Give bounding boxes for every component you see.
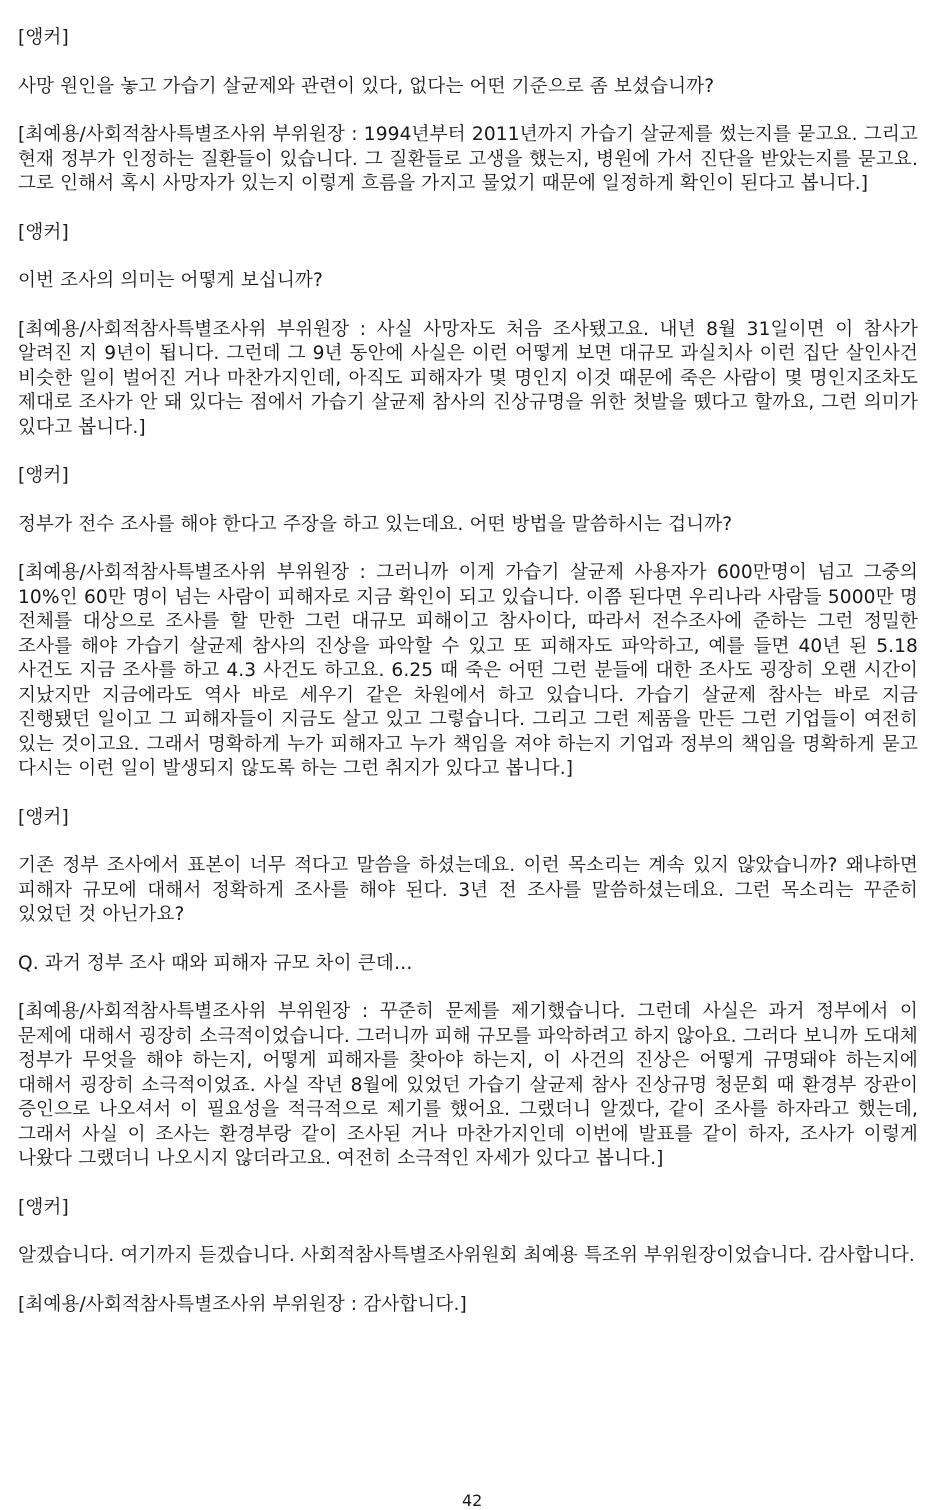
transcript-paragraph: 사망 원인을 놓고 가습기 살균제와 관련이 있다, 없다는 어떤 기준으로 좀 보셨습니까? [18,75,715,97]
transcript-paragraph: 정부가 전수 조사를 해야 한다고 주장을 하고 있는데요. 어떤 방법을 말씀하시는 겁니까? [18,513,733,535]
page-number: 42 [462,1491,483,1510]
transcript-paragraph: 기존 정부 조사에서 표본이 너무 적다고 말씀을 하셨는데요. 이런 목소리는 계속 있지 않았습니까? 왜냐하면 피해자 규모에 대해서 정확하게 조사를 해야 된다. 3년 전 조사를 말씀하셨는데요. 그런 목소리는 꾸준히 있었던 것 아닌가요? [18,855,918,925]
transcript-paragraph: 알겠습니다. 여기까지 듣겠습니다. 사회적참사특별조사위원회 최예용 특조위 부위원장이었습니다. 감사합니다. [18,1245,915,1266]
speaker-label: [앵커] [18,465,69,486]
transcript-paragraph: Q. 과거 정부 조사 때와 피해자 규모 차이 큰데… [18,952,413,974]
transcript-body [18,26,918,1317]
transcript-paragraph: 이번 조사의 의미는 어떻게 보십니까? [18,270,323,291]
speaker-label: [앵커] [18,1196,69,1218]
transcript-page [18,26,918,1341]
speaker-label: [앵커] [18,806,69,828]
transcript-paragraph: [최예용/사회적참사특별조사위 부위원장 : 꾸준히 문제를 제기했습니다. 그런데 사실은 과거 정부에서 이 문제에 대해서 굉장히 소극적이었습니다. 그러니까 피해 규모를 파악하려고 하지 않아요. 그러다 보니까 도대체 정부가 무엇을 해야 하는지, 어떻게 피해자를 찾아야 하는지, 이 사건의 진상은 어떻게 규명돼야 하는지에 대해서 굉장히 소극적이었죠. 사실 작년 8월에 있었던 가습기 살균제 참사 진상규명 청문회 때 환경부 장관이 증인으로 나오셔서 이 필요성을 적극적으로 제기를 했어요. 그랬더니 알겠다, 같이 조사를 하자라고 했는데, 그래서 사실 이 조사는 환경부랑 같이 조사된 거나 마찬가지인데 이번에 발표를 같이 하자, 조사가 이렇게 나왔다 그랬더니 나오시지 않더라고요. 여전히 소극적인 자세가 있다고 봅니다.] [18,1001,918,1169]
transcript-paragraph: [최예용/사회적참사특별조사위 부위원장 : 사실 사망자도 처음 조사됐고요. 내년 8월 31일이면 이 참사가 알려진 지 9년이 됩니다. 그런데 그 9년 동안에 사실은 이런 어떻게 보면 대규모 과실치사 이런 집단 살인사건 비슷한 일이 벌어진 거나 마찬가지인데, 아직도 피해자가 몇 명인지 이것 때문에 죽은 사람이 몇 명인지조차도 제대로 조사가 안 돼 있다는 점에서 가습기 살균제 참사의 진상규명을 위한 첫발을 뗐다고 할까요, 그런 의미가 있다고 봅니다.] [18,318,918,438]
transcript-paragraph: [최예용/사회적참사특별조사위 부위원장 : 1994년부터 2011년까지 가습기 살균제를 썼는지를 묻고요. 그리고 현재 정부가 인정하는 질환들이 있습니다. 그 질환들로 고생을 했는지, 병원에 가서 진단을 받았는지를 묻고요. 그로 인해서 혹시 사망자가 있는지 이렇게 흐름을 가지고 물었기 때문에 일정하게 확인이 된다고 봅니다.] [18,124,918,194]
transcript-paragraph: [최예용/사회적참사특별조사위 부위원장 : 감사합니다.] [18,1293,467,1315]
speaker-label: [앵커] [18,27,69,48]
transcript-paragraph: [최예용/사회적참사특별조사위 부위원장 : 그러니까 이게 가습기 살균제 사용자가 600만명이 넘고 그중의 10%인 60만 명이 넘는 사람이 피해자로 지금 확인이 되고 있습니다. 이쯤 된다면 우리나라 사람들 5000만 명 전체를 대상으로 조사를 할 만한 그런 대규모 피해이고 참사이다, 따라서 전수조사에 준하는 그런 정밀한 조사를 해야 가습기 살균제 참사의 진상을 파악할 수 있고 또 피해자도 파악하고, 예를 들면 40년 된 5.18 사건도 지금 조사를 하고 4.3 사건도 하고요. 6.25 때 죽은 어떤 그런 분들에 대한 조사도 굉장히 오랜 시간이 지났지만 지금에라도 역사 바로 세우기 같은 차원에서 하고 있습니다. 가습기 살균제 참사는 바로 지금 진행됐던 일이고 그 피해자들이 지금도 살고 있고 그렇습니다. 그리고 그런 제품을 만든 그런 기업들이 여전히 있는 것이고요. 그래서 명확하게 누가 피해자고 누가 책임을 져야 하는지 기업과 정부의 책임을 명확하게 묻고 다시는 이런 일이 발생되지 않도록 하는 그런 취지가 있다고 봅니다.] [18,562,918,779]
speaker-label: [앵커] [18,221,69,243]
